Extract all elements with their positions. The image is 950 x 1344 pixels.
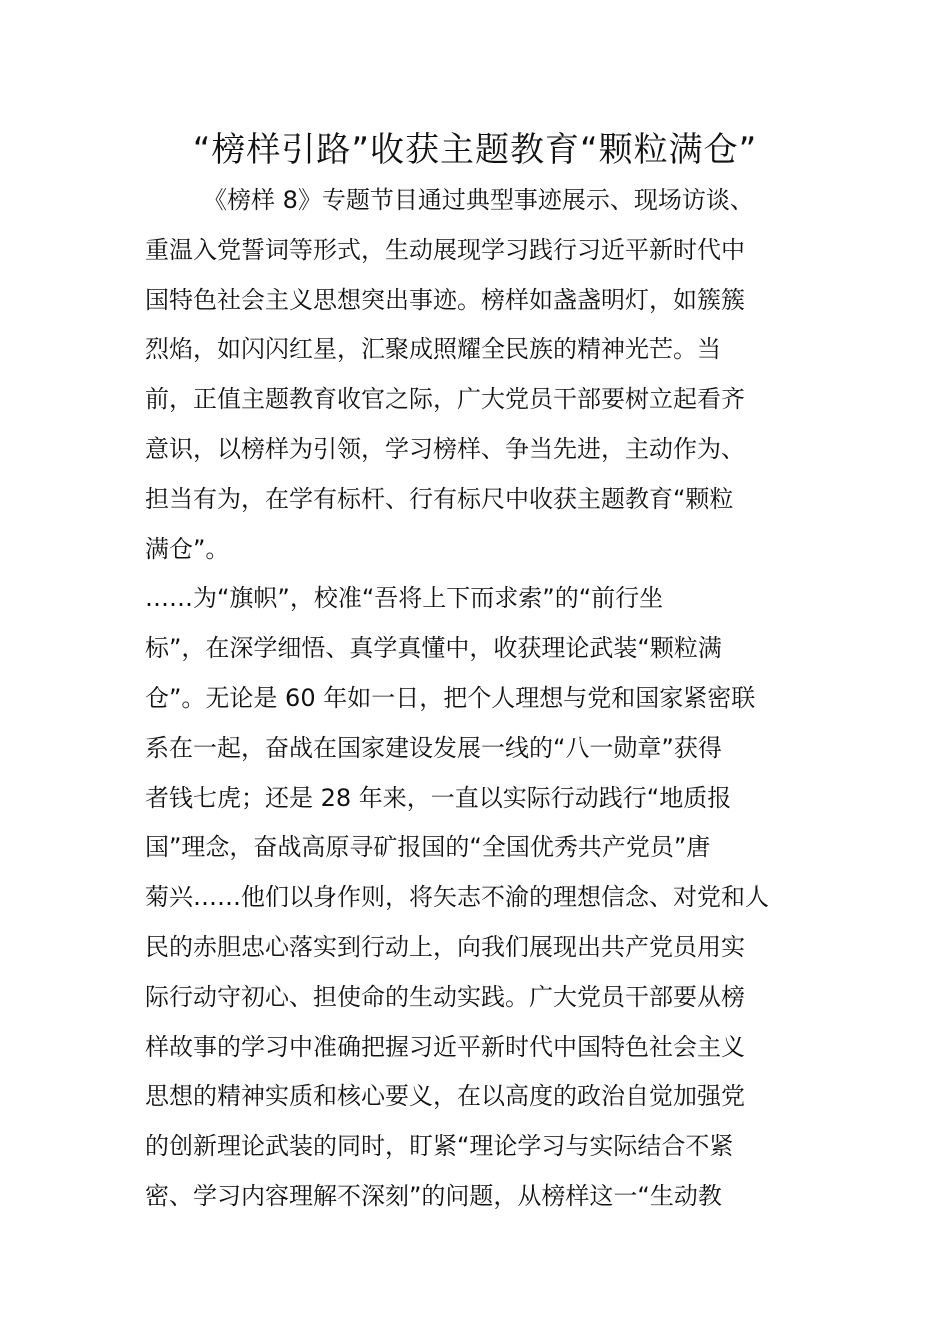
paragraph-line: 民的赤胆忠心落实到行动上，向我们展现出共产党员用实 (145, 932, 745, 961)
paragraph-line: 国”理念，奋战高原寻矿报国的“全国优秀共产党员”唐 (145, 833, 711, 862)
paragraph-line: 菊兴……他们以身作则，将矢志不渝的理想信念、对党和人 (145, 883, 769, 912)
paragraph-line: 的创新理论武装的同时，盯紧“理论学习与实际结合不紧 (145, 1132, 734, 1161)
paragraph-line: 国特色社会主义思想突出事迹。榜样如盏盏明灯，如簇簇 (145, 285, 745, 314)
paragraph-line: 样故事的学习中准确把握习近平新时代中国特色社会主义 (145, 1032, 745, 1061)
paragraph-line: 系在一起，奋战在国家建设发展一线的“八一勋章”获得 (145, 733, 722, 762)
paragraph-line: 担当有为，在学有标杆、行有标尺中收获主题教育“颗粒 (145, 484, 734, 513)
paragraph-line: 重温入党誓词等形式，生动展现学习践行习近平新时代中 (145, 235, 745, 264)
paragraph-line: 意识，以榜样为引领，学习榜样、争当先进，主动作为、 (145, 434, 745, 463)
paragraph-line: 仓”。无论是 60 年如一日，把个人理想与党和国家紧密联 (145, 683, 756, 712)
paragraph-line: 者钱七虎；还是 28 年来，一直以实际行动践行“地质报 (145, 783, 732, 812)
paragraph-line: 思想的精神实质和核心要义，在以高度的政治自觉加强党 (145, 1082, 745, 1111)
paragraph-line: 际行动守初心、担使命的生动实践。广大党员干部要从榜 (145, 982, 745, 1011)
paragraph-line: 烈焰，如闪闪红星，汇聚成照耀全民族的精神光芒。当 (145, 335, 721, 364)
paragraph-line: 密、学习内容理解不深刻”的问题，从榜样这一“生动教 (145, 1181, 722, 1210)
paragraph-line: 前，正值主题教育收官之际，广大党员干部要树立起看齐 (145, 385, 745, 414)
document-body (145, 176, 810, 1222)
paragraph-line: ……为“旗帜”，校准“吾将上下而求索”的“前行坐 (145, 584, 664, 613)
paragraph-line: 满仓”。 (145, 534, 230, 563)
paragraph-line: 《榜样 8》专题节目通过典型事迹展示、现场访谈、 (203, 186, 754, 214)
paragraph-line: 标”，在深学细悟、真学真懂中，收获理论武装“颗粒满 (145, 634, 722, 663)
document-title: “榜样引路”收获主题教育“颗粒满仓” (192, 130, 758, 170)
